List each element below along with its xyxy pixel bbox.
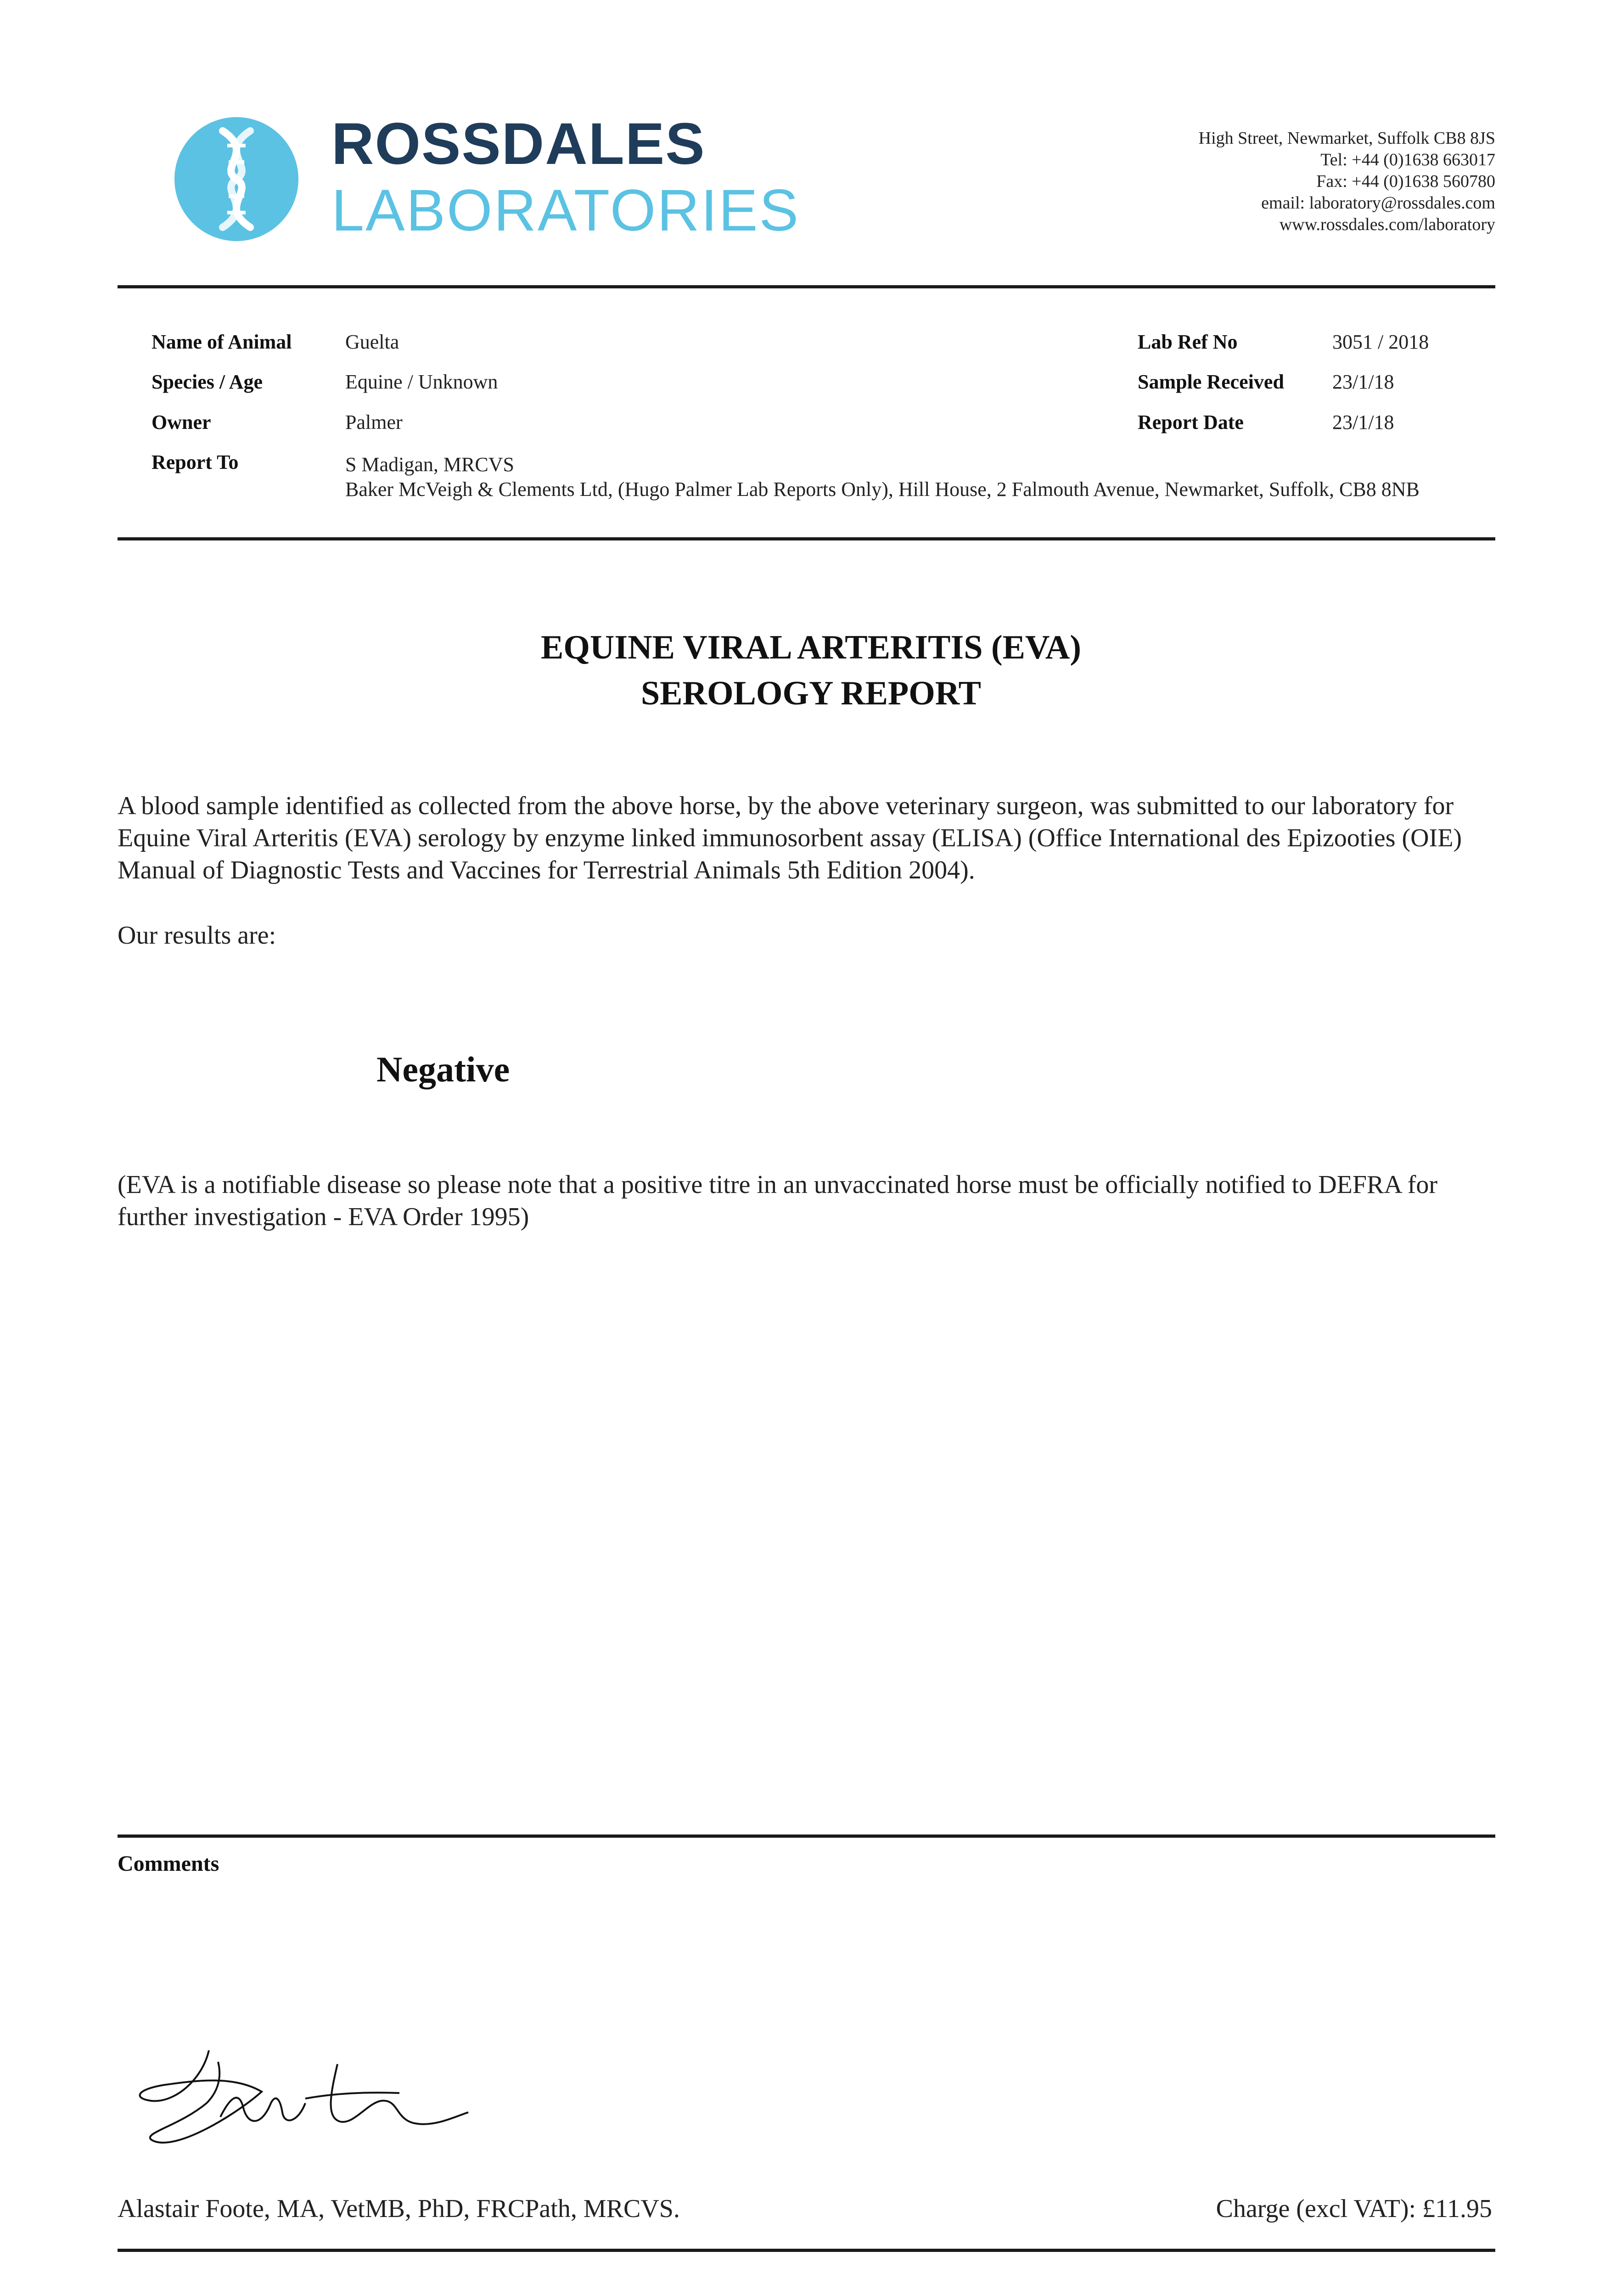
report-to-value [345, 452, 1470, 502]
report-title-line1: EQUINE VIRAL ARTERITIS (EVA) [541, 629, 1081, 666]
owner-label: Owner [152, 411, 211, 433]
labref-label: Lab Ref No [1138, 331, 1238, 353]
received-label: Sample Received [1138, 371, 1284, 393]
report-to-label: Report To [152, 451, 239, 473]
logo-dna-icon [174, 117, 298, 241]
intro-paragraph: A blood sample identified as collected from the above horse, by the above veterinary surgeon, was submitted to our laboratory for Equine Viral Arteritis (EVA) serology by enzyme linked immunosorbent assay (ELISA) (Office International des Epizooties (OIE) Manual of Diagnostic Tests and Vaccines for Terrestrial Animals 5th Edition 2004). [118, 792, 1462, 884]
species-label: Species / Age [152, 371, 263, 393]
contact-tel: Tel: +44 (0)1638 663017 [1320, 150, 1495, 169]
report-to-vet: S Madigan, MRCVS [345, 453, 514, 476]
labref-value: 3051 / 2018 [1332, 331, 1429, 353]
results-intro: Our results are: [118, 921, 276, 950]
comments-label: Comments [118, 1851, 219, 1876]
name-value: Guelta [345, 331, 399, 353]
brand-name: ROSSDALES [331, 111, 706, 177]
report-title [0, 625, 1622, 716]
report-date-value: 23/1/18 [1332, 411, 1394, 433]
species-value: Equine / Unknown [345, 371, 498, 393]
report-title-line2: SEROLOGY REPORT [641, 675, 981, 712]
contact-web: www.rossdales.com/laboratory [1279, 215, 1495, 234]
comments-divider [118, 1835, 1495, 1838]
details-divider [118, 537, 1495, 540]
owner-value: Palmer [345, 411, 403, 433]
signature-icon [124, 2048, 477, 2167]
dna-icon [174, 117, 298, 241]
result-value: Negative [376, 1049, 510, 1089]
signature [124, 2048, 477, 2167]
contact-email: email: laboratory@rossdales.com [1261, 193, 1495, 213]
footer-divider [118, 2249, 1495, 2252]
report-date-label: Report Date [1138, 411, 1244, 433]
signatory-name: Alastair Foote, MA, VetMB, PhD, FRCPath, MRCVS. [118, 2195, 680, 2223]
contact-fax: Fax: +44 (0)1638 560780 [1316, 172, 1495, 191]
report-to-address: Baker McVeigh & Clements Ltd, (Hugo Palmer Lab Reports Only), Hill House, 2 Falmouth Avenue, Newmarket, Suffolk, CB8 8NB [345, 478, 1420, 501]
name-label: Name of Animal [152, 331, 292, 353]
contact-block [1199, 128, 1495, 236]
charge-amount: Charge (excl VAT): £11.95 [1216, 2195, 1492, 2223]
contact-address: High Street, Newmarket, Suffolk CB8 8JS [1198, 129, 1495, 148]
brand-subname: LABORATORIES [331, 178, 800, 243]
header-divider [118, 285, 1495, 288]
received-value: 23/1/18 [1332, 371, 1394, 393]
notifiable-note: (EVA is a notifiable disease so please note that a positive titre in an unvaccinated horse must be officially notified to DEFRA for further investigation - EVA Order 1995) [118, 1171, 1438, 1231]
